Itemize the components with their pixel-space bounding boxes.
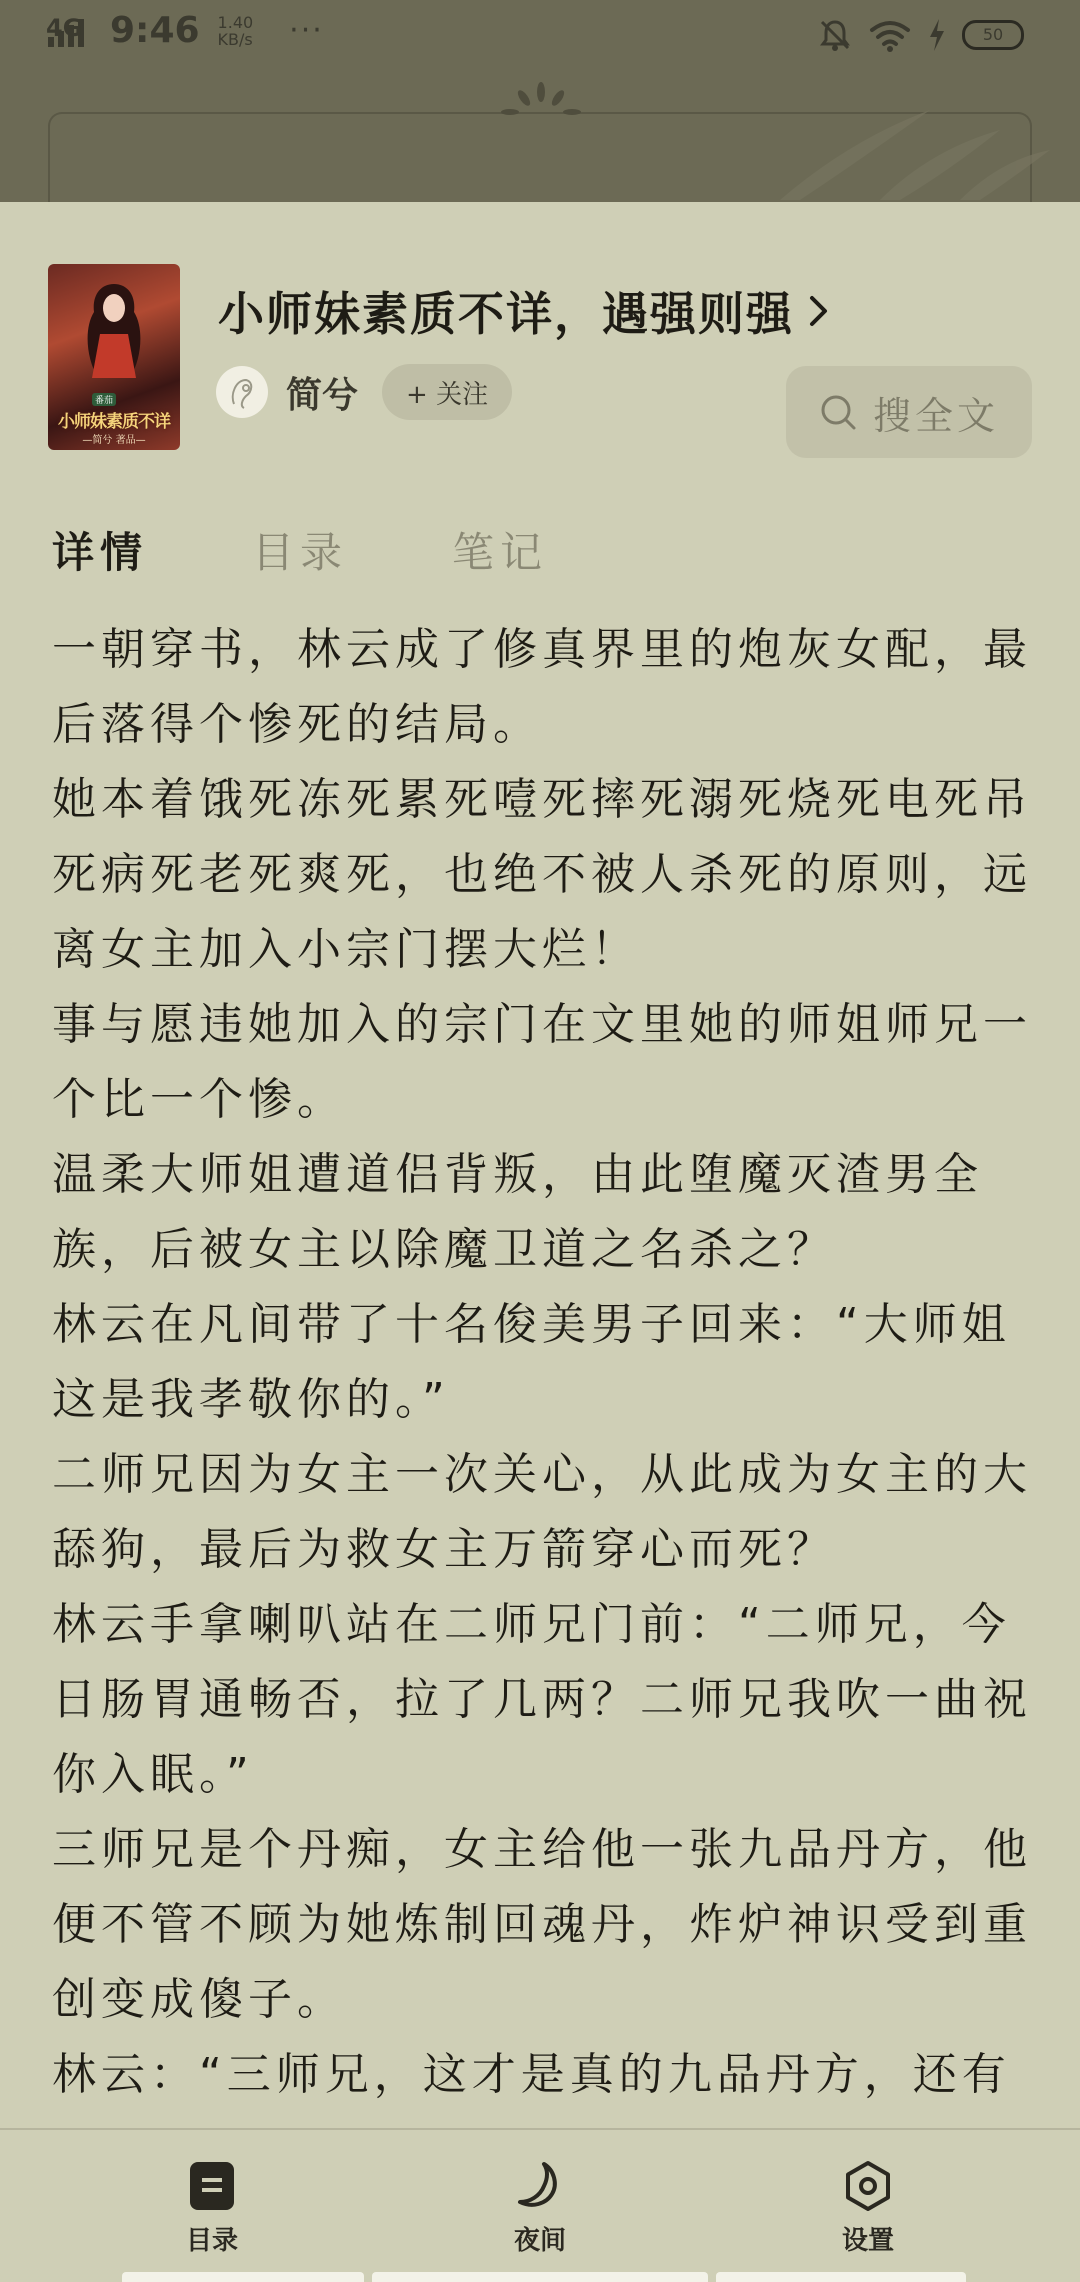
description-paragraph: 林云：“三师兄，这才是真的九品丹方，还有 [52, 2049, 1011, 2100]
wifi-icon [868, 18, 912, 52]
search-icon [819, 393, 857, 431]
bottom-toolbar [0, 2128, 1080, 2282]
night-mode-button[interactable]: 夜间 [440, 2160, 640, 2257]
book-description [52, 612, 1032, 2122]
book-cover[interactable] [48, 264, 180, 450]
book-title[interactable]: 小师妹素质不详，遇强则强 [218, 278, 830, 344]
detail-tabs [52, 520, 548, 580]
cover-badge: 番茄 [92, 393, 116, 406]
settings-icon [842, 2160, 894, 2212]
description-paragraph: 她本着饿死冻死累死噎死摔死溺死烧死电死吊死病死老死爽死，也绝不被人杀死的原则，远离女主加入小宗门摆大烂！ [52, 774, 1032, 975]
tab-notes[interactable]: 笔记 [452, 528, 549, 577]
cover-title: 小师妹素质不详 [58, 412, 170, 432]
chevron-right-icon [808, 294, 830, 328]
author-row [216, 364, 512, 420]
leaf-ornament-icon [496, 82, 586, 122]
description-paragraph: 温柔大师姐遭道侣背叛，由此堕魔灭渣男全族，后被女主以除魔卫道之名杀之？ [52, 1149, 983, 1275]
network-type: 4G [46, 14, 83, 42]
tab-details[interactable]: 详情 [52, 528, 149, 577]
mute-bell-icon [818, 18, 852, 52]
battery-indicator: 50 [962, 20, 1024, 50]
description-paragraph: 二师兄因为女主一次关心，从此成为女主的大舔狗，最后为救女主万箭穿心而死？ [52, 1449, 1032, 1575]
clock: 9:46 [110, 10, 200, 51]
bottom-edge-strip [0, 2272, 1080, 2282]
author-avatar[interactable] [216, 366, 268, 418]
moon-icon [514, 2160, 566, 2212]
cover-author: —简兮 著品— [82, 435, 146, 446]
catalog-button[interactable]: 目录 [112, 2160, 312, 2257]
settings-button[interactable]: 设置 [768, 2160, 968, 2257]
follow-author-button[interactable]: + 关注 [382, 364, 512, 420]
description-paragraph: 林云手拿喇叭站在二师兄门前：“二师兄，今日肠胃通畅否，拉了几两？二师兄我吹一曲祝你入眠。” [52, 1599, 1032, 1800]
author-name[interactable]: 简兮 [286, 374, 359, 416]
description-paragraph: 三师兄是个丹痴，女主给他一张九品丹方，他便不管不顾为她炼制回魂丹，炸炉神识受到重创变成傻子。 [52, 1824, 1032, 2025]
tab-catalog[interactable]: 目录 [252, 528, 349, 577]
description-paragraph: 事与愿违她加入的宗门在文里她的师姐师兄一个比一个惨。 [52, 999, 1032, 1125]
avatar-sketch-icon [222, 372, 262, 412]
description-paragraph: 一朝穿书，林云成了修真界里的炮灰女配，最后落得个惨死的结局。 [52, 624, 1032, 750]
reader-page-dimmed[interactable] [0, 0, 1080, 202]
search-full-text-button[interactable]: 搜全文 [786, 366, 1032, 458]
cover-figure-icon [78, 278, 150, 378]
book-detail-sheet [0, 202, 1080, 2130]
description-paragraph: 林云在凡间带了十名俊美男子回来：“大师姐这是我孝敬你的。” [52, 1299, 1011, 1425]
more-indicator: ··· [289, 13, 324, 48]
catalog-icon [186, 2160, 238, 2212]
network-speed: 1.40 KB/s [217, 12, 254, 49]
status-bar [0, 0, 1080, 70]
bamboo-decoration-icon [760, 100, 1060, 200]
charging-icon [928, 19, 946, 51]
